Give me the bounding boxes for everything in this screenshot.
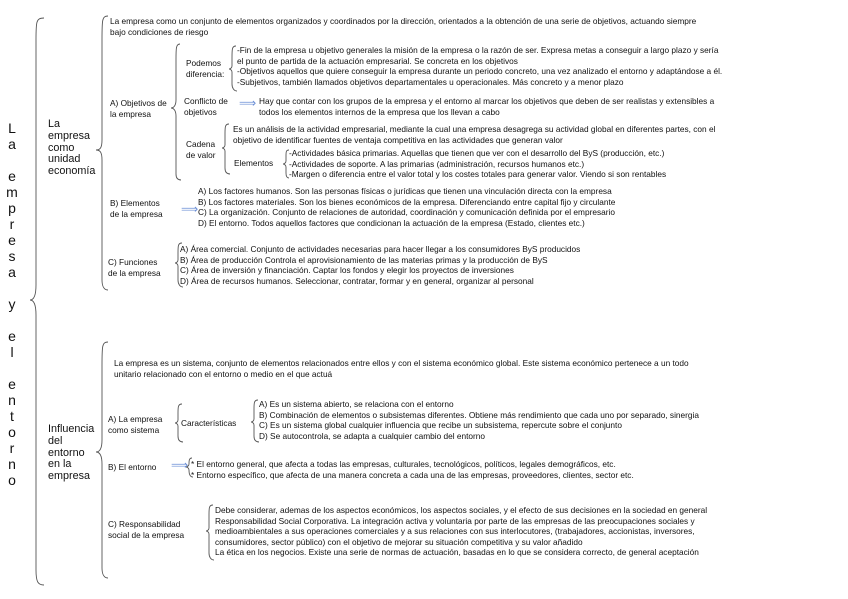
section1-intro: La empresa como un conjunto de elementos organizados y coordinados por la dirección, orientados a la obtención de una serie de objetivos, actuando siempre bajo condiciones de riesgo xyxy=(110,16,697,37)
elementos-empresa-label: B) Elementos de la empresa xyxy=(110,198,163,219)
list-item: -Subjetivos, también llamados objetivos departamentales u operacionales. Más concreto y a menor plazo xyxy=(237,76,624,87)
title-letter xyxy=(0,280,24,296)
list-item: D) Se autocontrola, se adapta a cualquier cambio del entorno xyxy=(259,430,486,441)
title-letter xyxy=(0,152,24,168)
entorno-label: B) El entorno xyxy=(108,462,157,472)
list-item: C) Es un sistema global cualquier influencia que recibe un subsistema, repercute sobre el conjunto xyxy=(259,420,622,431)
title-letter: r xyxy=(9,216,15,232)
podemos-list xyxy=(237,45,722,87)
list-item: Debe considerar, ademas de los aspectos económicos, los aspectos sociales, y el efecto de sus decisiones en la sociedad en general xyxy=(215,505,708,515)
elementos-empresa-list xyxy=(198,186,615,228)
list-item: D) El entorno. Todos aquellos factores que condicionan la actuación de la empresa (Estado, clientes etc.) xyxy=(198,217,585,228)
section2-label: Influencia del entorno en la empresa xyxy=(48,423,95,483)
title-letter: m xyxy=(6,184,18,200)
title-letter: n xyxy=(8,392,16,408)
title-letter: t xyxy=(10,408,14,424)
title-letter: s xyxy=(8,248,16,264)
list-item: A) Área comercial. Conjunto de actividades necesarias para hacer llegar a los consumidores ByS producidos xyxy=(180,244,581,254)
sistema-label: A) La empresa como sistema xyxy=(108,414,163,435)
title-letter: r xyxy=(9,440,15,456)
title-letter: e xyxy=(8,232,16,248)
title-letter: o xyxy=(8,424,16,440)
list-item: B) Área de producción Controla el aprovisionamiento de las materias primas y la producción de ByS xyxy=(180,254,548,265)
conflicto-label: Conflicto de objetivos xyxy=(184,96,228,117)
elementos-label: Elementos xyxy=(234,158,274,168)
title-letter: e xyxy=(8,328,16,344)
cadena-label: Cadena de valor xyxy=(186,139,216,160)
list-item: -Margen o diferencia entre el valor total y los costes totales para generar valor. Viendo si son rentables xyxy=(289,169,667,180)
title-letter: o xyxy=(8,472,16,488)
arrow-icon: ⟹ xyxy=(171,458,189,472)
list-item: C) La organización. Conjunto de relaciones de autoridad, coordinación y comunicación definida por el empresario xyxy=(198,207,615,218)
list-item: consumidores, sector público) con el objetivo de mejorar su situación competitiva y su valor añadido xyxy=(215,536,583,547)
conflicto-text: Hay que contar con los grupos de la empresa y el entorno al marcar los objetivos que deben de ser realistas y extensibles a todos los elementos internos de la empresa que los llevan a cabo xyxy=(259,96,715,117)
title-letter: y xyxy=(8,296,16,312)
list-item: -Fin de la empresa u objetivo generales la misión de la empresa o la razón de ser. Expresa metas a conseguir a largo plazo y sería xyxy=(237,45,719,55)
responsabilidad-label: C) Responsabilidad social de la empresa xyxy=(108,519,185,540)
title-letter: n xyxy=(8,456,16,472)
title-letter: e xyxy=(8,168,16,184)
title-letter xyxy=(0,312,24,328)
list-item: -Objetivos aquellos que quiere conseguir la empresa durante un periodo concreto, una vez analizado el entorno y adaptándose a él. xyxy=(237,66,723,77)
list-item: D) Área de recursos humanos. Seleccionar, contratar, formar y en general, organizar al personal xyxy=(180,275,534,286)
elementos-list xyxy=(289,148,666,180)
title-letter: a xyxy=(8,136,16,152)
entorno-list xyxy=(191,459,634,480)
list-item: -Actividades de soporte. A las primarias (administración, recursos humanos etc.) xyxy=(289,158,585,169)
arrow-icon: ⟹ xyxy=(239,96,257,110)
funciones-label: C) Funciones de la empresa xyxy=(108,257,161,278)
responsabilidad-list xyxy=(215,505,707,558)
title-letter: e xyxy=(8,376,16,392)
title-letter: l xyxy=(10,344,14,360)
list-item: C) Área de inversión y financiación. Captar los fondos y elegir los proyectos de inversiones xyxy=(180,265,514,276)
cadena-text: Es un análisis de la actividad empresarial, mediante la cual una empresa desagrega su actividad global en diferentes partes, con el objetivo de identificar fuentes de ventaja competitiva en las actividades que generan valor xyxy=(233,124,716,145)
objetivos-label: A) Objetivos de la empresa xyxy=(110,98,167,119)
list-item: * El entorno general, que afecta a todas las empresas, culturales, tecnológicos, políticos, legales demográficos, etc. xyxy=(191,459,616,469)
list-item: Responsabilidad Social Corporativa. La integración activa y voluntaria por parte de las empresas de las preocupaciones sociales y xyxy=(215,515,695,526)
title-letter xyxy=(0,360,24,376)
list-item: A) Los factores humanos. Son las personas físicas o jurídicas que tienen una vinculación directa con la empresa xyxy=(198,186,612,196)
title-letter: p xyxy=(8,200,16,216)
caracteristicas-label: Características xyxy=(181,418,237,428)
list-item: B) Combinación de elementos o subsistemas diferentes. Obtiene más rendimiento que cada uno por separado, sinergia xyxy=(259,409,699,420)
list-item: medioambientales a sus operaciones comerciales y a sus relaciones con sus interlocutores, (trabajadores, accionistas, inversores, xyxy=(215,526,695,537)
section2-intro: La empresa es un sistema, conjunto de elementos relacionados entre ellos y con el sistema económico global. Este sistema económico pertenece a un todo unitario relacionado con el entorno o medio en el que actuá xyxy=(114,358,689,379)
list-item: B) Los factores materiales. Son los bienes económicos de la empresa. Diferenciando entre capital fijo y circulante xyxy=(198,196,616,207)
caracteristicas-list xyxy=(259,399,699,441)
vertical-title xyxy=(0,120,24,488)
section1-label: La empresa como unidad economía xyxy=(48,118,96,178)
title-letter: a xyxy=(8,264,16,280)
funciones-list xyxy=(180,244,580,286)
title-letter: L xyxy=(8,120,16,136)
podemos-label: Podemos diferencia: xyxy=(186,58,225,79)
list-item: * Entorno específico, que afecta de una manera concreta a cada una de las empresas, proveedores, clientes, sector etc. xyxy=(191,469,634,480)
list-item: -Actividades básica primarias. Aquellas que tienen que ver con el desarrollo del ByS (producción, etc.) xyxy=(289,148,665,158)
list-item: el punto de partida de la actuación empresarial. Se concreta en los objetivos xyxy=(237,55,518,66)
arrow-icon: ⟹ xyxy=(181,202,199,216)
list-item: La ética en los negocios. Existe una serie de normas de actuación, basadas en lo que se considera correcto, de general aceptación xyxy=(215,547,699,558)
list-item: A) Es un sistema abierto, se relaciona con el entorno xyxy=(259,399,454,409)
